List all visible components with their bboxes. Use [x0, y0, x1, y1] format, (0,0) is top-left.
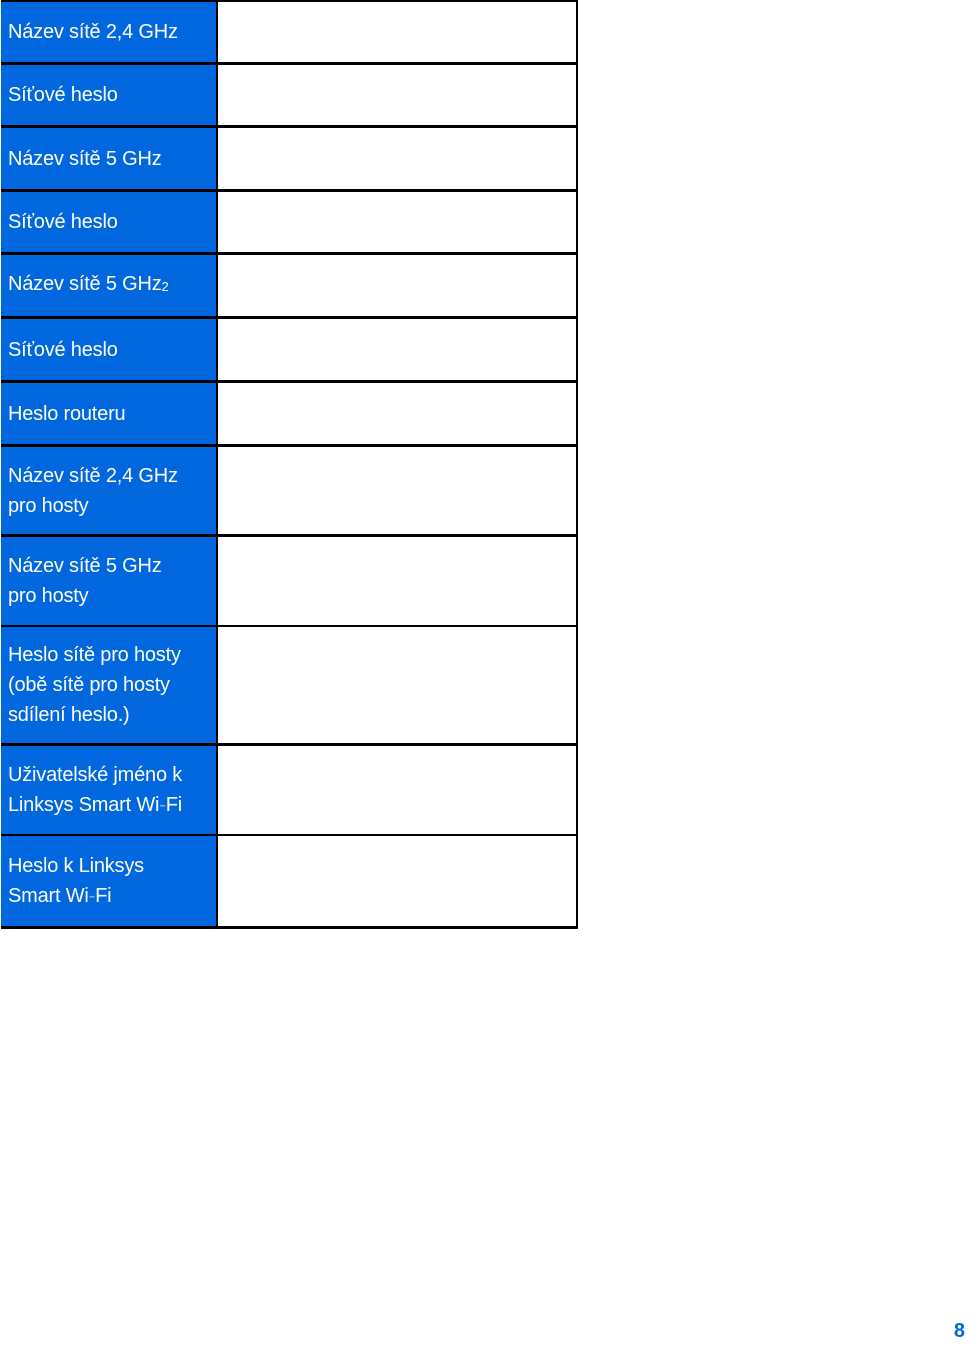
- field-label: [1, 2, 216, 62]
- field-label-line-1: Heslo k Linksys: [8, 855, 144, 877]
- field-label-line-2: [8, 881, 210, 911]
- field-label-line-1: Uživatelské jméno k: [8, 764, 183, 786]
- field-label: [1, 447, 216, 534]
- blank-entry-field: [216, 447, 578, 534]
- field-label: [1, 65, 216, 125]
- band-suffix: 2: [161, 279, 169, 294]
- blank-entry-field: [216, 255, 578, 316]
- form-row-2-4ghz-network-name: [1, 2, 578, 65]
- field-label-line-2-start: Linksys Smart Wi: [8, 794, 160, 816]
- field-label-line-1: Název sítě 2,4 GHz: [8, 464, 178, 487]
- field-label-line-1: Heslo sítě pro hosty: [8, 644, 181, 666]
- blank-entry-field: [216, 836, 578, 926]
- form-row-guest-network-password: [1, 627, 578, 746]
- page-number: 8: [953, 1320, 965, 1342]
- form-row-network-password-1: [1, 65, 578, 128]
- field-label-line-1: Název sítě 5 GHz: [8, 555, 162, 577]
- blank-entry-field: [216, 627, 578, 743]
- field-label-text: Název sítě 2,4 GHz: [8, 21, 178, 43]
- field-label-text: Heslo routeru: [8, 402, 126, 425]
- field-label-line-2: [8, 790, 210, 820]
- field-label-text: Síťové heslo: [8, 338, 118, 361]
- form-row-guest-5ghz-network-name: [1, 537, 578, 627]
- field-label: [1, 128, 216, 189]
- form-row-5ghz-network-name: [1, 128, 578, 192]
- blank-entry-field: [216, 746, 578, 834]
- field-label: [1, 836, 216, 926]
- hyphen: -: [88, 885, 96, 907]
- field-label: [1, 746, 216, 834]
- blank-entry-field: [216, 128, 578, 189]
- form-row-guest-2-4ghz-network-name: [1, 447, 578, 537]
- field-label-text: Síťové heslo: [8, 84, 118, 106]
- field-label: [1, 383, 216, 444]
- blank-entry-field: [216, 2, 578, 62]
- field-label: [1, 319, 216, 380]
- field-label-line: [8, 269, 210, 302]
- credentials-form-table: [1, 0, 578, 929]
- blank-entry-field: [216, 383, 578, 444]
- form-row-linksys-password: [1, 836, 578, 926]
- field-label-line-3: sdílení heslo.): [8, 704, 130, 726]
- field-label-line-2: pro hosty: [8, 494, 89, 517]
- form-row-linksys-username: [1, 746, 578, 836]
- field-label: [1, 255, 216, 316]
- form-row-router-password: [1, 383, 578, 447]
- field-label: [1, 537, 216, 625]
- hyphen: -: [159, 794, 166, 816]
- field-label-text: Síťové heslo: [8, 211, 118, 233]
- form-row-5ghz-2-network-name: [1, 255, 578, 319]
- blank-entry-field: [216, 65, 578, 125]
- field-label-text: Název sítě 5 GHz: [8, 147, 162, 170]
- form-row-network-password-3: [1, 319, 578, 383]
- field-label-text: Název sítě 5 GHz: [8, 273, 162, 295]
- blank-entry-field: [216, 537, 578, 625]
- field-label-line-2-start: Smart Wi: [8, 885, 89, 907]
- blank-entry-field: [216, 192, 578, 252]
- field-label: [1, 627, 216, 743]
- field-label-line-2: (obě sítě pro hosty: [8, 674, 170, 696]
- field-label: [1, 192, 216, 252]
- field-label-line-2-end: Fi: [165, 794, 182, 816]
- field-label-line-2-end: Fi: [95, 885, 112, 907]
- blank-entry-field: [216, 319, 578, 380]
- form-row-network-password-2: [1, 192, 578, 255]
- field-label-line-2: pro hosty: [8, 585, 89, 607]
